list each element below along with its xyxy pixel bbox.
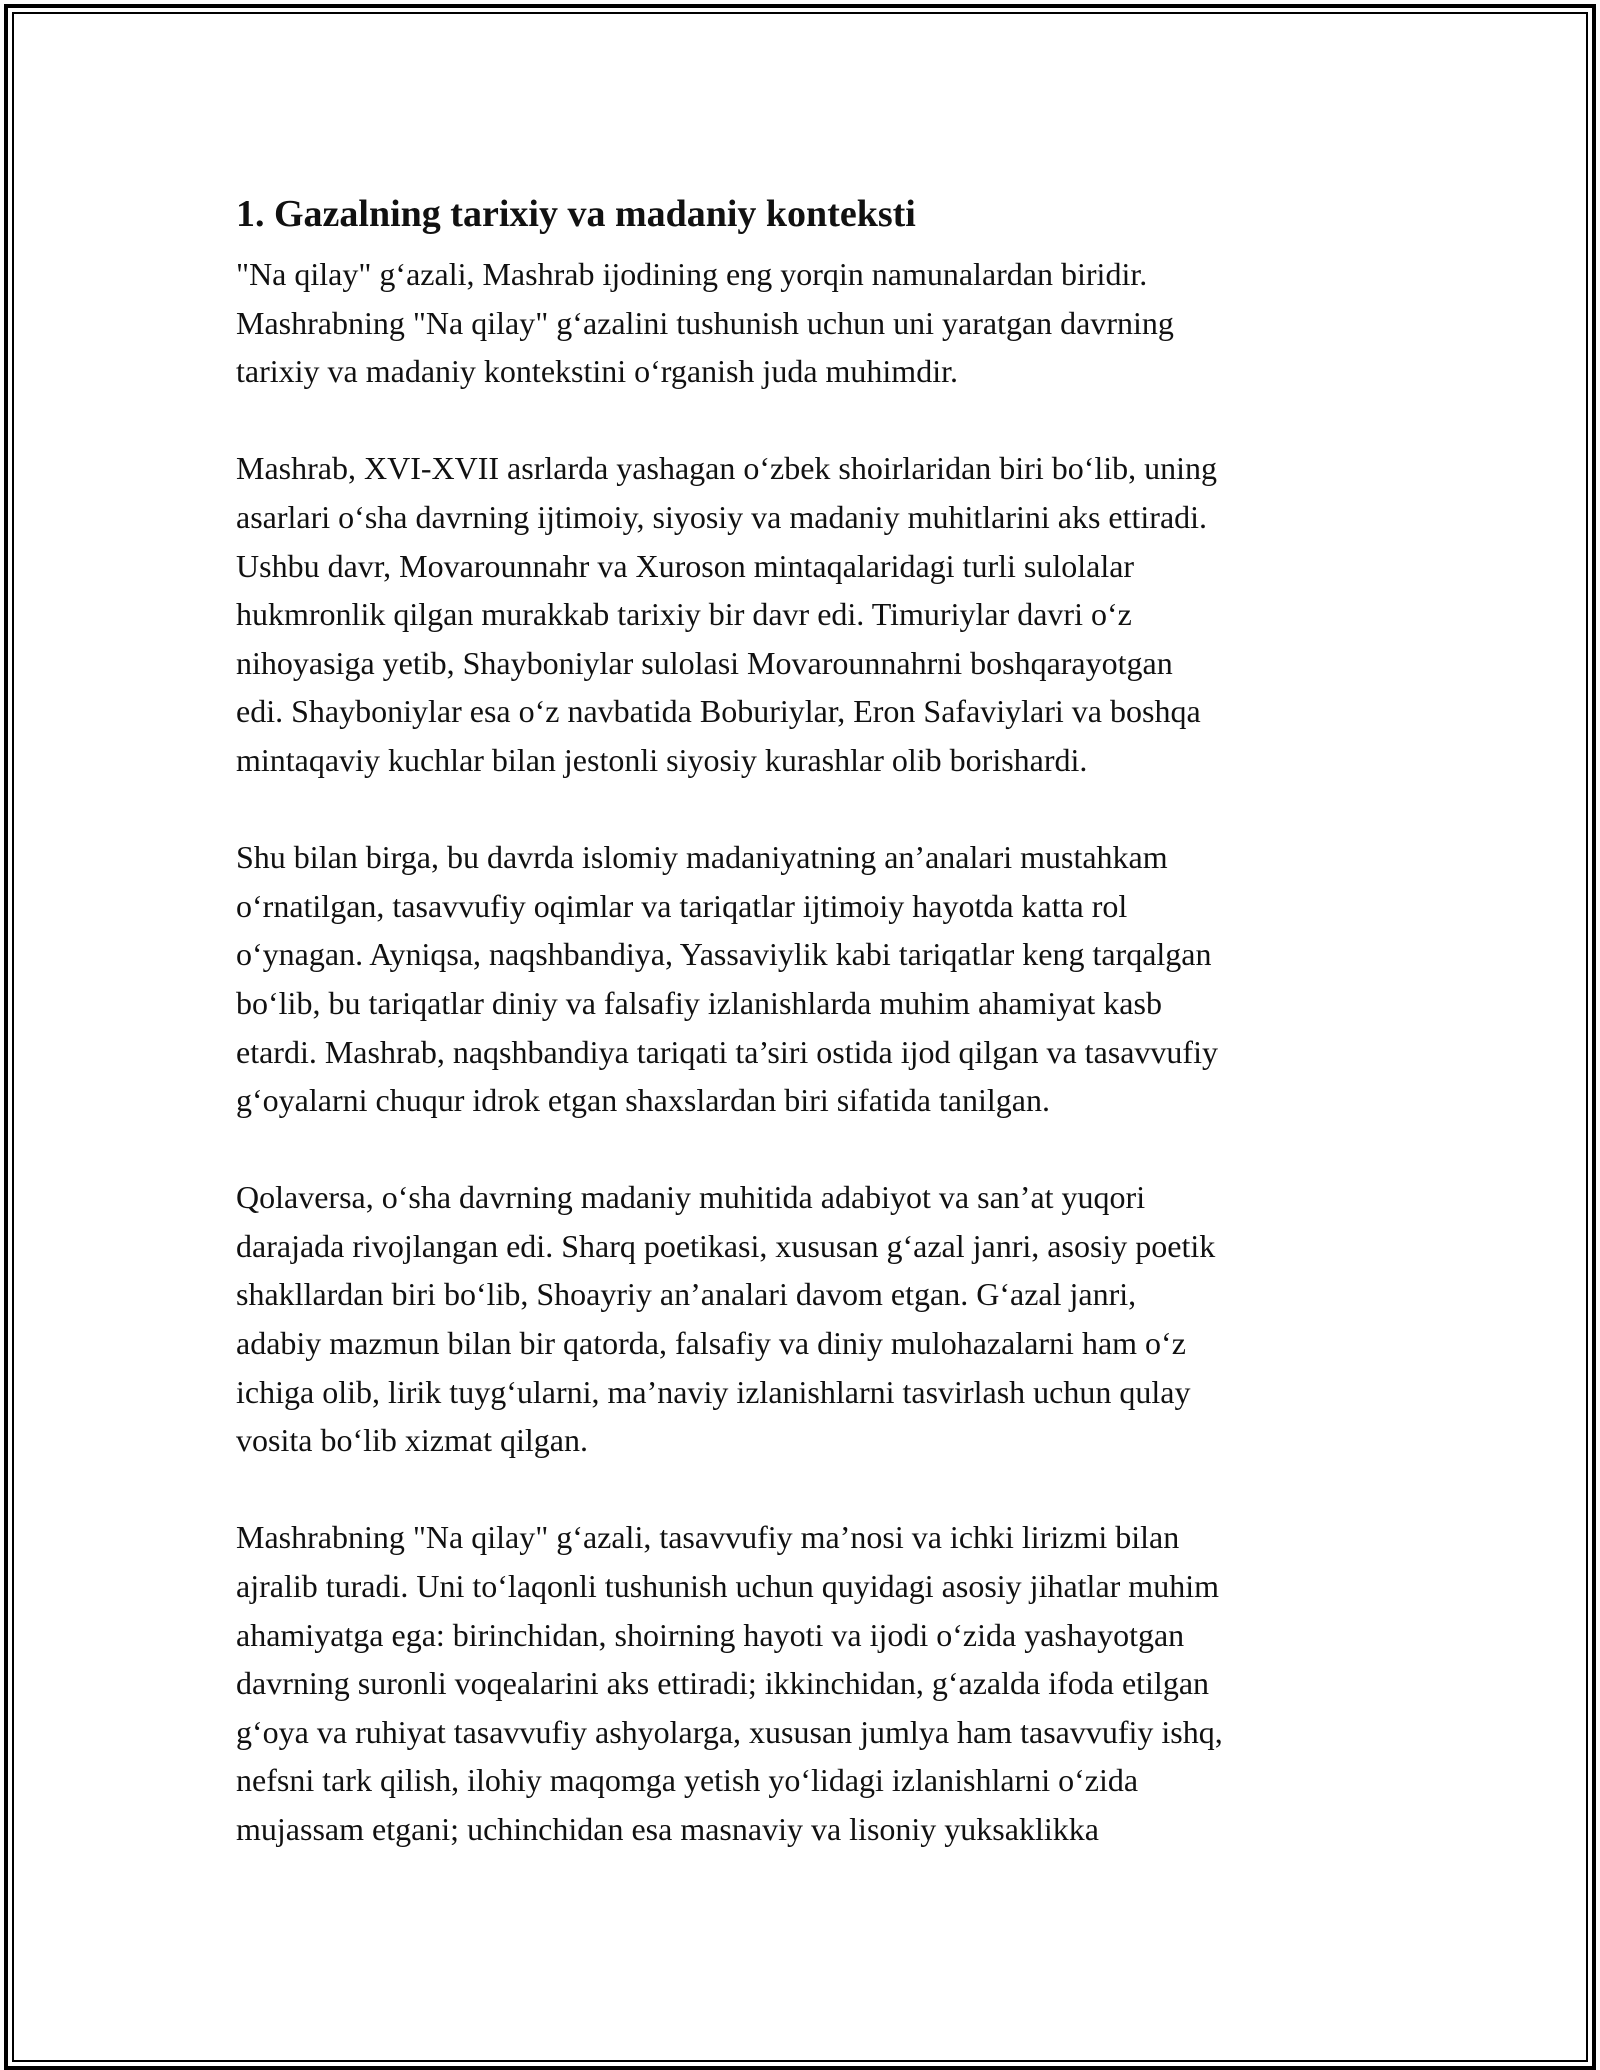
text-line: bo‘lib, bu tariqatlar diniy va falsafiy izlanishlarda muhim ahamiyat kasb <box>236 984 1162 1021</box>
text-line: adabiy mazmun bilan bir qatorda, falsafiy va diniy mulohazalarni ham o‘z <box>236 1325 1186 1362</box>
text-line: ichiga olib, lirik tuyg‘ularni, ma’naviy izlanishlarni tasvirlash uchun qulay <box>236 1373 1191 1410</box>
text-line: hukmronlik qilgan murakkab tarixiy bir davr edi. Timuriylar davri o‘z <box>236 596 1132 633</box>
text-line: darajada rivojlangan edi. Sharq poetikasi, xususan g‘azal janri, asosiy poetik <box>236 1227 1216 1264</box>
paragraph-3 <box>236 833 1416 1125</box>
text-line: etardi. Mashrab, naqshbandiya tariqati ta’siri ostida ijod qilgan va tasavvufiy <box>236 1033 1218 1070</box>
text-line: mujassam etgani; uchinchidan esa masnaviy va lisoniy yuksaklikka <box>236 1811 1099 1847</box>
text-line: Mashrab, XVI-XVII asrlarda yashagan o‘zbek shoirlaridan biri bo‘lib, uning <box>236 450 1218 487</box>
text-line: g‘oya va ruhiyat tasavvufiy ashyolarga, xususan jumlya ham tasavvufiy ishq, <box>236 1713 1223 1750</box>
text-line: "Na qilay" g‘azali, Mashrab ijodining eng yorqin namunalardan biridir. <box>236 256 1148 292</box>
paragraph-5 <box>236 1513 1416 1853</box>
text-line: ajralib turadi. Uni to‘laqonli tushunish uchun quyidagi asosiy jihatlar muhim <box>236 1568 1219 1605</box>
text-line: asarlari o‘sha davrning ijtimoiy, siyosiy va madaniy muhitlarini aks ettiradi. <box>236 498 1208 535</box>
text-line: o‘rnatilgan, tasavvufiy oqimlar va tariqatlar ijtimoiy hayotda katta rol <box>236 887 1128 924</box>
paragraph-2 <box>236 444 1416 784</box>
text-line: Shu bilan birga, bu davrda islomiy madaniyatning an’analari mustahkam <box>236 839 1168 876</box>
text-line: ahamiyatga ega: birinchidan, shoirning hayoti va ijodi o‘zida yashayotgan <box>236 1616 1185 1653</box>
text-line: Mashrabning "Na qilay" g‘azali, tasavvufiy ma’nosi va ichki lirizmi bilan <box>236 1519 1180 1556</box>
text-line: vosita bo‘lib xizmat qilgan. <box>236 1422 588 1459</box>
text-line: Qolaversa, o‘sha davrning madaniy muhitida adabiyot va san’at yuqori <box>236 1179 1146 1216</box>
text-line: davrning suronli voqealarini aks ettiradi; ikkinchidan, g‘azalda ifoda etilgan <box>236 1665 1210 1702</box>
text-line: g‘oyalarni chuqur idrok etgan shaxslardan biri sifatida tanilgan. <box>236 1082 1050 1119</box>
paragraph-4 <box>236 1173 1416 1465</box>
document-body <box>236 190 1416 1854</box>
text-line: mintaqaviy kuchlar bilan jestonli siyosiy kurashlar olib borishardi. <box>236 741 1088 778</box>
text-line: nihoyasiga yetib, Shayboniylar sulolasi Movarounnahrni boshqarayotgan <box>236 644 1173 681</box>
text-line: edi. Shayboniylar esa o‘z navbatida Boburiylar, Eron Safaviylari va boshqa <box>236 693 1201 730</box>
section-heading: 1. Gazalning tarixiy va madaniy konteksti <box>236 193 916 235</box>
text-line: nefsni tark qilish, ilohiy maqomga yetish yo‘lidagi izlanishlarni o‘zida <box>236 1762 1139 1799</box>
text-line: o‘ynagan. Ayniqsa, naqshbandiya, Yassaviylik kabi tariqatlar keng tarqalgan <box>236 936 1212 973</box>
text-line: shakllardan biri bo‘lib, Shoayriy an’analari davom etgan. G‘azal janri, <box>236 1276 1137 1313</box>
paragraph-1 <box>236 250 1416 396</box>
text-line: tarixiy va madaniy kontekstini o‘rganish juda muhimdir. <box>236 353 958 390</box>
text-line: Mashrabning "Na qilay" g‘azalini tushunish uchun uni yaratgan davrning <box>236 304 1174 341</box>
text-line: Ushbu davr, Movarounnahr va Xuroson mintaqalaridagi turli sulolalar <box>236 547 1135 584</box>
